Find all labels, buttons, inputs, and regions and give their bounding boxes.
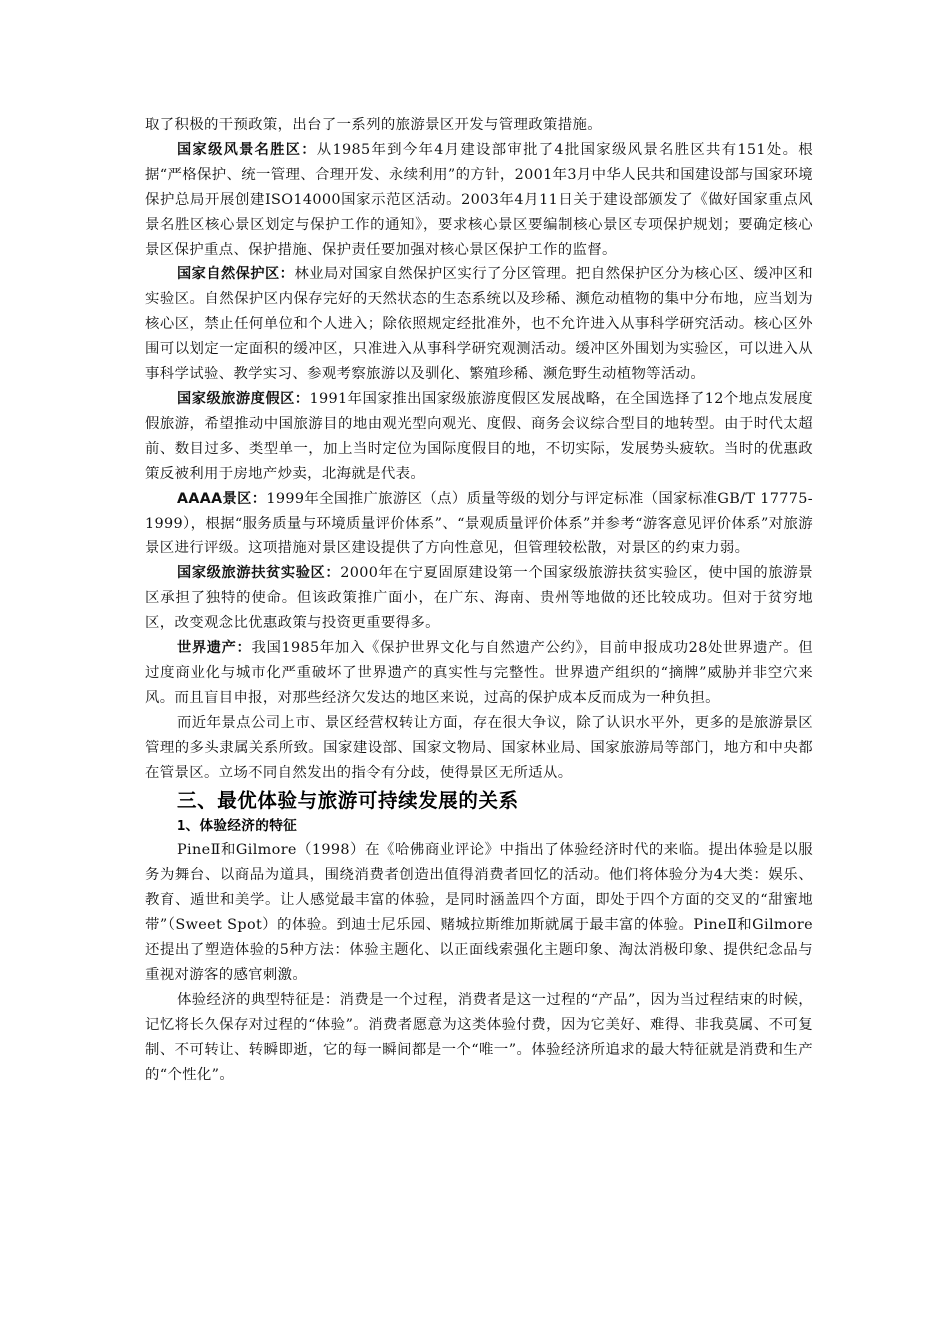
resort-term: 国家级旅游度假区： bbox=[177, 390, 310, 407]
poverty-zone-term: 国家级旅游扶贫实验区： bbox=[177, 565, 341, 582]
world-heritage-paragraph bbox=[145, 636, 813, 711]
scenic-area-body: 从1985年到今年4月建设部审批了4批国家级风景名胜区共有151处。根据“严格保护、统一管理、合理开发、永续利用”的方针，2001年3月中华人民共和国建设部与国家环境保护总局开展创建ISO14000国家示范区活动。2003年4月11日关于建设部颁发了《做好国家重点风景名胜区核心景区划定与保护工作的通知》，要求核心景区要编制核心景区专项保护规划；要确定核心景区保护重点、保护措施、保护责任要加强对核心景区保护工作的监督。 bbox=[145, 141, 813, 258]
poverty-zone-paragraph bbox=[145, 561, 813, 636]
document-page bbox=[145, 113, 813, 1088]
nature-reserve-term: 国家自然保护区： bbox=[177, 266, 295, 283]
section-heading: 三、最优体验与旅游可持续发展的关系 bbox=[177, 789, 519, 813]
intro-tail-paragraph: 取了积极的干预政策，出台了一系列的旅游景区开发与管理政策措施。 bbox=[145, 117, 602, 133]
recent-issues-paragraph: 而近年景点公司上市、景区经营权转让方面，存在很大争议，除了认识水平外，更多的是旅游景区管理的多头隶属关系所致。国家建设部、国家文物局、国家林业局、国家旅游局等部门，地方和中央都在管景区。立场不同自然发出的指令有分歧，使得景区无所适从。 bbox=[145, 714, 813, 781]
aaaa-term: AAAA景区： bbox=[177, 490, 267, 507]
nature-reserve-paragraph bbox=[145, 262, 813, 387]
experience-paragraph-2: 体验经济的典型特征是：消费是一个过程，消费者是这一过程的“产品”，因为当过程结束的时候，记忆将长久保存对过程的“体验”。消费者愿意为这类体验付费，因为它美好、难得、非我莫属、不可复制、不可转让、转瞬即逝，它的每一瞬间都是一个“唯一”。体验经济所追求的最大特征就是消费和生产的“个性化”。 bbox=[145, 991, 813, 1083]
nature-reserve-body: 林业局对国家自然保护区实行了分区管理。把自然保护区分为核心区、缓冲区和实验区。自然保护区内保存完好的天然状态的生态系统以及珍稀、濒危动植物的集中分布地，应当划为核心区，禁止任何单位和个人进入；除依照规定经批准外，也不允许进入从事科学研究活动。核心区外围可以划定一定面积的缓冲区，只准进入从事科学研究观测活动。缓冲区外围划为实验区，可以进入从事科学试验、教学实习、参观考察旅游以及驯化、繁殖珍稀、濒危野生动植物等活动。 bbox=[145, 266, 813, 383]
world-heritage-term: 世界遗产： bbox=[177, 640, 252, 657]
aaaa-paragraph bbox=[145, 487, 813, 562]
scenic-area-term: 国家级风景名胜区： bbox=[177, 141, 317, 158]
aaaa-body: 1999年全国推广旅游区（点）质量等级的划分与评定标准（国家标准GB/T 17775-1999），根据“服务质量与环境质量评价体系”、“景观质量评价体系”并参考“游客意见评价体系”对旅游景区进行评级。这项措施对景区建设提供了方向性意见，但管理较松散，对景区的约束力弱。 bbox=[145, 490, 813, 557]
world-heritage-body: 我国1985年加入《保护世界文化与自然遗产公约》，目前申报成功28处世界遗产。但过度商业化与城市化严重破坏了世界遗产的真实性与完整性。世界遗产组织的“摘牌”威胁并非空穴来风。而且盲目申报，对那些经济欠发达的地区来说，过高的保护成本反而成为一种负担。 bbox=[145, 640, 813, 706]
poverty-zone-body: 2000年在宁夏固原建设第一个国家级旅游扶贫实验区，使中国的旅游景区承担了独特的使命。但该政策推广面小，在广东、海南、贵州等地做的还比较成功。但对于贫穷地区，改变观念比优惠政策与投资更重要得多。 bbox=[145, 565, 813, 632]
resort-body: 1991年国家推出国家级旅游度假区发展战略，在全国选择了12个地点发展度假旅游，希望推动中国旅游目的地由观光型向观光、度假、商务会议综合型目的地转型。由于时代太超前、数目过多、类型单一，加上当时定位为国际度假目的地，不切实际，发展势头疲软。当时的优惠政策反被利用于房地产炒卖，北海就是代表。 bbox=[145, 390, 813, 482]
experience-paragraph-1: PineⅡ和Gilmore（1998）在《哈佛商业评论》中指出了体验经济时代的来临。提出体验是以服务为舞台、以商品为道具，围绕消费者创造出值得消费者回忆的活动。他们将体验分为4大类：娱乐、教育、遁世和美学。让人感觉最丰富的体验，是同时涵盖四个方面，即处于四个方面的交叉的“甜蜜地带”（Sweet Spot）的体验。到迪士尼乐园、赌城拉斯维加斯就属于最丰富的体验。PineⅡ和Gilmore还提出了塑造体验的5种方法：体验主题化、以正面线索强化主题印象、淘汰消极印象、提供纪念品与重视对游客的感官刺激。 bbox=[145, 842, 813, 983]
subheading: 1、体验经济的特征 bbox=[177, 818, 298, 835]
scenic-area-paragraph bbox=[145, 138, 813, 263]
resort-paragraph bbox=[145, 387, 813, 487]
